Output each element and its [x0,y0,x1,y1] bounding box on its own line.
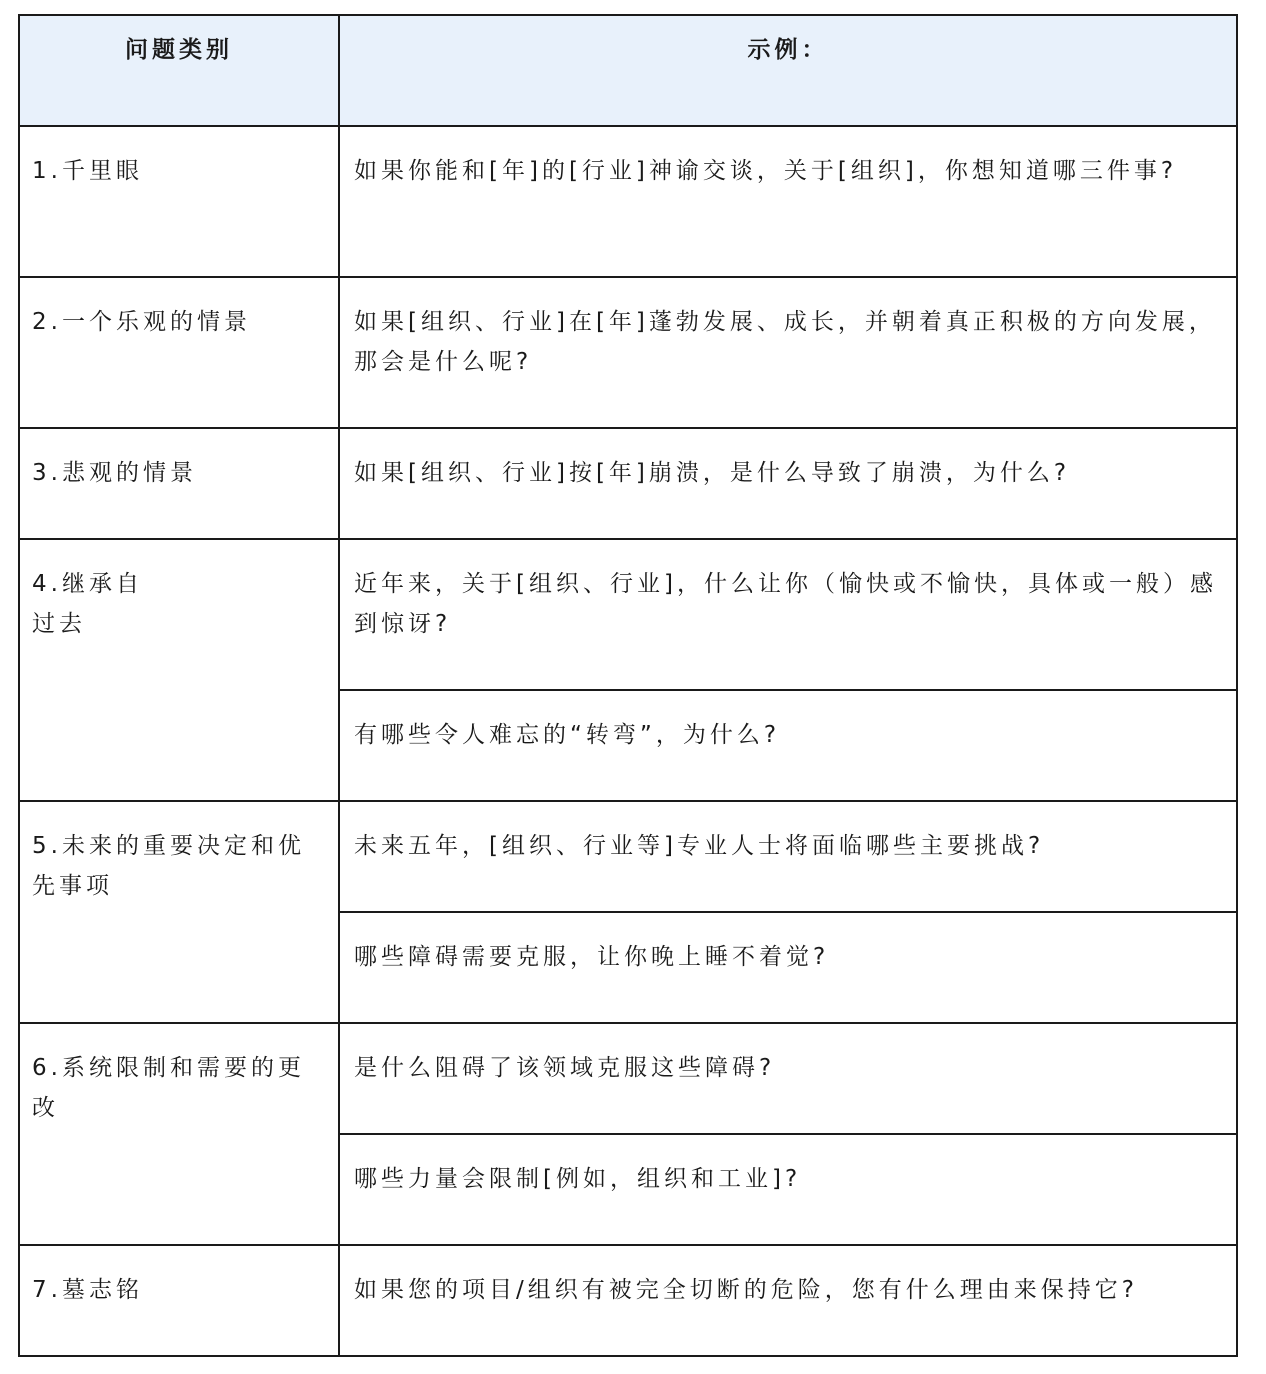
table-row [19,277,1237,428]
example-cell: 如果您的项目/组织有被完全切断的危险，您有什么理由来保持它? [339,1245,1237,1356]
question-category-table [18,14,1238,1357]
table-row [19,801,1237,912]
example-cell: 哪些力量会限制[例如，组织和工业]? [339,1134,1237,1245]
category-cell: 6.系统限制和需要的更改 [19,1023,339,1245]
example-cell: 如果你能和[年]的[行业]神谕交谈，关于[组织]，你想知道哪三件事? [339,126,1237,277]
table-row [19,1023,1237,1134]
category-line: 4.继承自 [32,571,143,597]
category-cell: 2.一个乐观的情景 [19,277,339,428]
table-row [19,539,1237,690]
category-cell: 7.墓志铭 [19,1245,339,1356]
category-cell: 1.千里眼 [19,126,339,277]
table-row [19,1245,1237,1356]
table-header-row [19,15,1237,126]
example-cell: 未来五年，[组织、行业等]专业人士将面临哪些主要挑战? [339,801,1237,912]
example-cell: 如果[组织、行业]按[年]崩溃，是什么导致了崩溃，为什么? [339,428,1237,539]
category-cell: 3.悲观的情景 [19,428,339,539]
category-cell: 5.未来的重要决定和优先事项 [19,801,339,1023]
column-header-category: 问题类别 [19,15,339,126]
example-cell: 有哪些令人难忘的“转弯”，为什么? [339,690,1237,801]
example-cell: 哪些障碍需要克服，让你晚上睡不着觉? [339,912,1237,1023]
example-cell: 近年来，关于[组织、行业]，什么让你（愉快或不愉快，具体或一般）感到惊讶? [339,539,1237,690]
table-row [19,126,1237,277]
category-line: 过去 [32,611,86,637]
table-row [19,428,1237,539]
category-cell [19,539,339,801]
column-header-example: 示例： [339,15,1237,126]
example-cell: 是什么阻碍了该领域克服这些障碍? [339,1023,1237,1134]
example-cell: 如果[组织、行业]在[年]蓬勃发展、成长，并朝着真正积极的方向发展，那会是什么呢? [339,277,1237,428]
